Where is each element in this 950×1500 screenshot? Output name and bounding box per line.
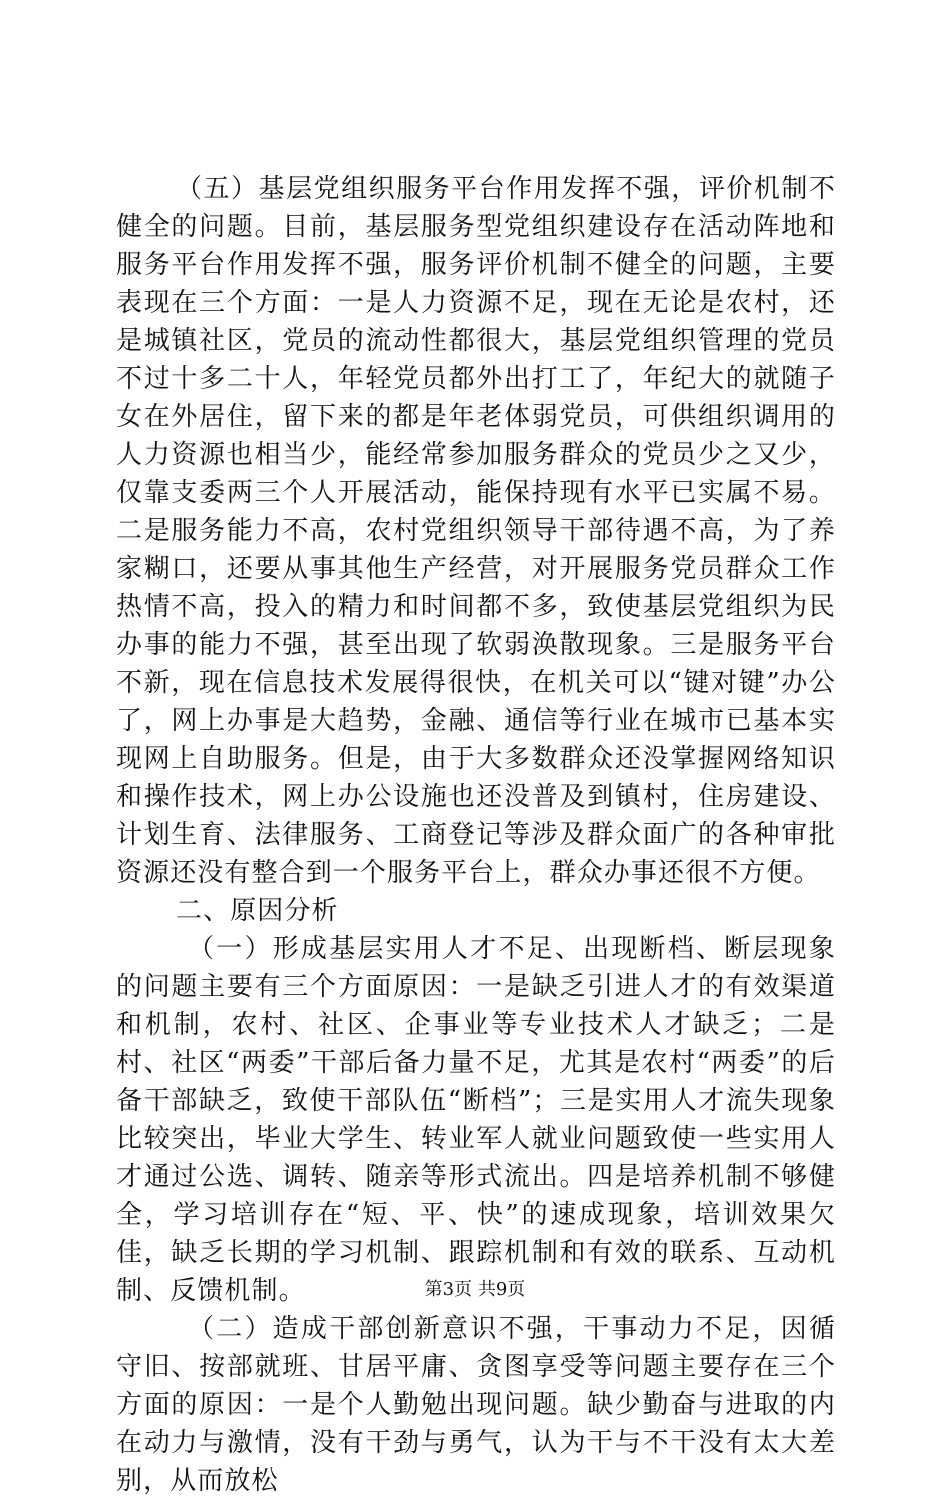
paragraph-five: （五）基层党组织服务平台作用发挥不强，评价机制不健全的问题。目前，基层服务型党组织建设存在活动阵地和服务平台作用发挥不强，服务评价机制不健全的问题，主要表现在三个方面：一是人力资源不足，现在无论是农村，还是城镇社区，党员的流动性都很大，基层党组织管理的党员不过十多二十人，年轻党员都外出打工了，年纪大的就随子女在外居住，留下来的都是年老体弱党员，可供组织调用的人力资源也相当少，能经常参加服务群众的党员少之又少，仅靠支委两三个人开展活动，能保持现有水平已实属不易。二是服务能力不高，农村党组织领导干部待遇不高，为了养家糊口，还要从事其他生产经营，对开展服务党员群众工作热情不高，投入的精力和时间都不多，致使基层党组织为民办事的能力不强，甚至出现了软弱涣散现象。三是服务平台不新，现在信息技术发展得很快，在机关可以“键对键”办公了，网上办事是大趋势，金融、通信等行业在城市已基本实现网上自助服务。但是，由于大多数群众还没掌握网络知识和操作技术，网上办公设施也还没普及到镇村，住房建设、计划生育、法律服务、工商登记等涉及群众面广的各种审批资源还没有整合到一个服务平台上，群众办事还很不方便。 [116, 174, 836, 888]
page-footer: 第3页 共9页 [424, 1279, 526, 1300]
paragraph-reason-two: （二）造成干部创新意识不强，干事动力不足，因循守旧、按部就班、甘居平庸、贪图享受等问题主要存在三个方面的原因：一是个人勤勉出现问题。缺少勤奋与进取的内在动力与激情，没有干劲与勇气，认为干与不干没有太大差别，从而放松 [116, 1314, 836, 1496]
paragraph-reason-one: （一）形成基层实用人才不足、出现断档、断层现象的问题主要有三个方面原因：一是缺乏引进人才的有效渠道和机制，农村、社区、企事业等专业技术人才缺乏；二是村、社区“两委”干部后备力量不足，尤其是农村“两委”的后备干部缺乏，致使干部队伍“断档”；三是实用人才流失现象比较突出，毕业大学生、转业军人就业问题致使一些实用人才通过公选、调转、随亲等形式流出。四是培养机制不够健全，学习培训存在“短、平、快”的速成现象，培训效果欠佳，缺乏长期的学习机制、跟踪机制和有效的联系、互动机制、反馈机制。 [116, 934, 836, 1306]
section-heading-reason-analysis: 二、原因分析 [176, 896, 339, 926]
